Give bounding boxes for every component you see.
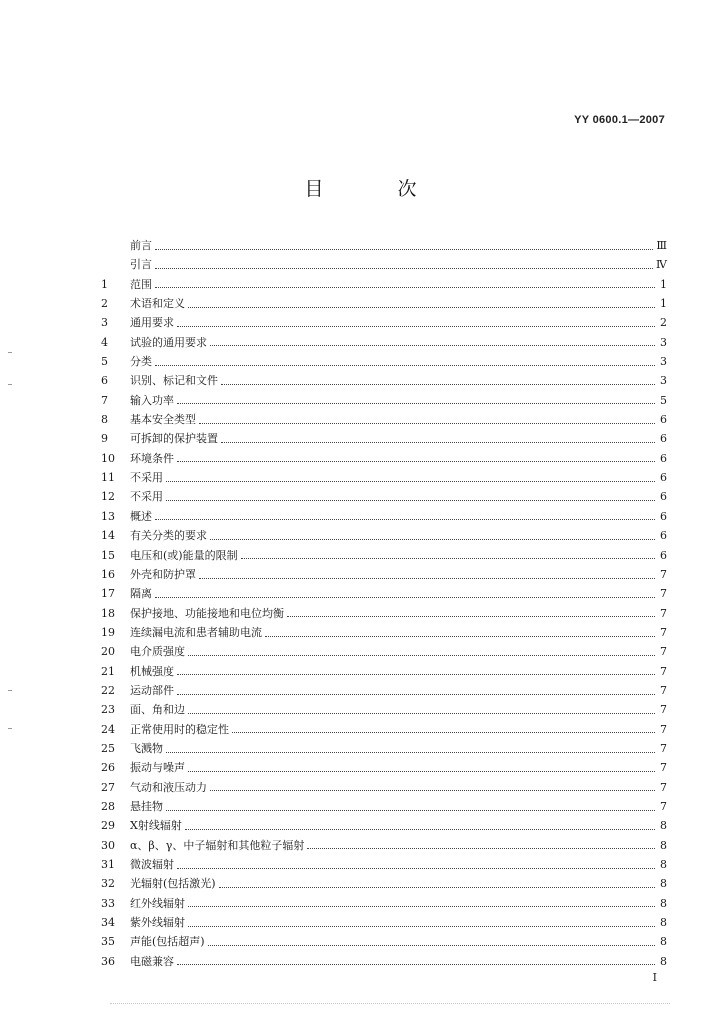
- toc-entry[interactable]: [101, 816, 667, 835]
- toc-entry-title: 输入功率: [130, 393, 174, 407]
- toc-entry-page: 7: [660, 799, 667, 813]
- toc-entry-page: 6: [660, 413, 667, 427]
- toc-entry[interactable]: [101, 468, 667, 487]
- toc-entry-title: 运动部件: [130, 683, 174, 697]
- toc-entry-number: 23: [101, 703, 115, 717]
- toc-entry-number: 31: [101, 858, 115, 871]
- toc-entry-number: 36: [101, 954, 115, 968]
- toc-entry-title: 光辐射(包括激光): [130, 877, 216, 891]
- toc-entry[interactable]: [101, 874, 667, 893]
- toc-dot-leader: [208, 944, 655, 946]
- toc-entry[interactable]: [101, 700, 667, 719]
- toc-entry-title: 面、角和边: [130, 703, 185, 717]
- toc-entry-title: 前言: [130, 239, 152, 252]
- toc-entry-page: 3: [660, 374, 667, 388]
- toc-dot-leader: [166, 809, 655, 811]
- toc-entry-number: 8: [101, 413, 108, 427]
- toc-entry-number: 5: [101, 355, 108, 369]
- toc-entry-number: 25: [101, 741, 115, 755]
- toc-entry-page: 6: [660, 529, 667, 543]
- toc-entry-page: 6: [660, 490, 667, 504]
- toc-entry-number: 32: [101, 877, 115, 891]
- toc-dot-leader: [210, 344, 655, 346]
- toc-entry-title: α、β、γ、中子辐射和其他粒子辐射: [130, 838, 305, 852]
- toc-dot-leader: [155, 364, 655, 366]
- toc-entry-number: 12: [101, 490, 115, 504]
- toc-entry[interactable]: [101, 952, 667, 971]
- toc-entry-number: 18: [101, 606, 115, 620]
- page-number: Ⅰ: [652, 971, 657, 984]
- toc-entry-number: 14: [101, 529, 115, 543]
- toc-entry[interactable]: [101, 255, 667, 274]
- toc-dot-leader: [188, 654, 655, 656]
- toc-entry[interactable]: [101, 275, 667, 294]
- toc-entry-page: 1: [660, 277, 667, 291]
- toc-entry[interactable]: [101, 391, 667, 410]
- toc-entry[interactable]: [101, 410, 667, 429]
- toc-entry-page: 5: [660, 393, 667, 407]
- toc-entry[interactable]: [101, 429, 667, 448]
- toc-entry-number: 17: [101, 587, 115, 601]
- toc-entry[interactable]: [101, 565, 667, 584]
- toc-entry-title: 机械强度: [130, 664, 174, 678]
- toc-entry-title: 电磁兼容: [130, 954, 174, 968]
- toc-dot-leader: [155, 596, 655, 598]
- toc-entry-page: 3: [660, 335, 667, 349]
- toc-entry[interactable]: [101, 913, 667, 932]
- toc-entry-title: 悬挂物: [130, 799, 163, 813]
- toc-entry-page: 6: [660, 471, 667, 485]
- toc-entry[interactable]: [101, 507, 667, 526]
- toc-entry-title: 紫外线辐射: [130, 916, 185, 930]
- toc-entry[interactable]: [101, 932, 667, 951]
- toc-entry-title: 引言: [130, 258, 152, 272]
- toc-entry-title: 微波辐射: [130, 858, 174, 871]
- toc-dot-leader: [219, 886, 655, 888]
- toc-entry-title: X射线辐射: [130, 819, 182, 833]
- toc-dot-leader: [188, 905, 655, 907]
- toc-dot-leader: [188, 770, 655, 772]
- toc-entry-number: 16: [101, 567, 115, 581]
- toc-entry-title: 环境条件: [130, 451, 174, 465]
- toc-entry[interactable]: [101, 546, 667, 565]
- toc-entry-page: 8: [660, 896, 667, 910]
- toc-entry-title: 试验的通用要求: [130, 335, 207, 349]
- toc-entry-page: 7: [660, 761, 667, 775]
- toc-entry[interactable]: [101, 371, 667, 390]
- toc-entry-number: 11: [101, 471, 115, 485]
- toc-entry-title: 可拆卸的保护装置: [130, 432, 218, 446]
- toc-entry-title: 声能(包括超声): [130, 935, 205, 949]
- margin-mark: [8, 728, 12, 729]
- toc-dot-leader: [188, 925, 655, 927]
- toc-entry-page: 6: [660, 432, 667, 446]
- toc-entry-page: Ⅲ: [656, 239, 667, 252]
- table-of-contents: [101, 236, 667, 971]
- toc-entry[interactable]: [101, 662, 667, 681]
- toc-dot-leader: [166, 751, 655, 753]
- scan-noise-line: [110, 1002, 670, 1004]
- toc-entry-number: 2: [101, 297, 108, 311]
- toc-entry-title: 分类: [130, 355, 152, 369]
- toc-entry-number: 26: [101, 761, 115, 775]
- toc-dot-leader: [188, 712, 655, 714]
- toc-dot-leader: [185, 828, 655, 830]
- toc-entry-number: 28: [101, 799, 115, 813]
- toc-entry[interactable]: [101, 526, 667, 545]
- toc-entry-page: 7: [660, 722, 667, 736]
- toc-entry-page: 7: [660, 587, 667, 601]
- toc-dot-leader: [177, 325, 655, 327]
- toc-entry[interactable]: [101, 313, 667, 332]
- toc-entry-page: 6: [660, 451, 667, 465]
- toc-entry-title: 范围: [130, 277, 152, 291]
- toc-entry[interactable]: [101, 294, 667, 313]
- toc-entry[interactable]: [101, 797, 667, 816]
- toc-entry-title: 保护接地、功能接地和电位均衡: [130, 606, 284, 620]
- toc-entry-page: 7: [660, 645, 667, 659]
- toc-entry-number: 13: [101, 509, 115, 523]
- toc-dot-leader: [166, 480, 655, 482]
- toc-entry-page: 8: [660, 935, 667, 949]
- toc-entry-title: 识别、标记和文件: [130, 374, 218, 388]
- toc-entry[interactable]: [101, 449, 667, 468]
- toc-dot-leader: [221, 383, 655, 385]
- toc-entry-page: 7: [660, 625, 667, 639]
- toc-entry-page: 7: [660, 703, 667, 717]
- toc-entry-number: 10: [101, 451, 115, 465]
- toc-entry[interactable]: [101, 623, 667, 642]
- toc-entry[interactable]: [101, 855, 667, 874]
- toc-dot-leader: [241, 557, 655, 559]
- toc-dot-leader: [177, 460, 655, 462]
- toc-dot-leader: [307, 847, 655, 849]
- toc-entry-title: 电压和(或)能量的限制: [130, 548, 238, 562]
- toc-entry-page: 8: [660, 877, 667, 891]
- toc-dot-leader: [177, 867, 655, 869]
- toc-dot-leader: [199, 422, 655, 424]
- toc-entry-page: 8: [660, 838, 667, 852]
- toc-entry[interactable]: [101, 604, 667, 623]
- toc-dot-leader: [155, 248, 653, 250]
- toc-entry[interactable]: [101, 894, 667, 913]
- toc-entry-title: 不采用: [130, 490, 163, 504]
- toc-entry-title: 隔离: [130, 587, 152, 601]
- toc-entry-title: 不采用: [130, 471, 163, 485]
- toc-entry-page: 7: [660, 780, 667, 794]
- toc-entry[interactable]: [101, 352, 667, 371]
- toc-entry-title: 正常使用时的稳定性: [130, 722, 229, 736]
- toc-entry[interactable]: [101, 333, 667, 352]
- toc-entry-number: 15: [101, 548, 115, 562]
- toc-entry-page: 7: [660, 606, 667, 620]
- toc-entry-number: 4: [101, 335, 108, 349]
- toc-entry-title: 概述: [130, 509, 152, 523]
- toc-entry[interactable]: [101, 739, 667, 758]
- page-title: 目 次: [304, 178, 451, 200]
- toc-dot-leader: [232, 731, 655, 733]
- document-code: YY 0600.1—2007: [574, 114, 665, 126]
- toc-dot-leader: [166, 499, 655, 501]
- toc-entry-number: 19: [101, 625, 115, 639]
- toc-entry-page: 7: [660, 664, 667, 678]
- toc-entry-page: 6: [660, 509, 667, 523]
- toc-entry-page: 8: [660, 819, 667, 833]
- toc-dot-leader: [177, 402, 655, 404]
- toc-entry-page: 2: [660, 316, 667, 330]
- toc-entry-number: 6: [101, 374, 108, 388]
- toc-dot-leader: [210, 538, 655, 540]
- toc-entry-number: 9: [101, 432, 108, 446]
- toc-entry-number: 33: [101, 896, 115, 910]
- toc-dot-leader: [155, 267, 653, 269]
- toc-entry-title: 基本安全类型: [130, 413, 196, 427]
- margin-mark: [8, 384, 12, 385]
- toc-dot-leader: [188, 306, 655, 308]
- toc-entry[interactable]: [101, 758, 667, 777]
- toc-dot-leader: [155, 286, 655, 288]
- toc-entry-number: 21: [101, 664, 115, 678]
- toc-dot-leader: [177, 673, 655, 675]
- toc-entry-page: 8: [660, 858, 667, 871]
- toc-entry[interactable]: [101, 487, 667, 506]
- toc-entry-page: 1: [660, 297, 667, 311]
- toc-dot-leader: [210, 789, 655, 791]
- toc-entry-page: 3: [660, 355, 667, 369]
- toc-entry[interactable]: [101, 681, 667, 700]
- toc-entry-number: 24: [101, 722, 115, 736]
- toc-entry-title: 飞溅物: [130, 741, 163, 755]
- toc-entry-number: 34: [101, 916, 115, 930]
- toc-entry-title: 气动和液压动力: [130, 780, 207, 794]
- toc-dot-leader: [265, 635, 655, 637]
- toc-entry-page: Ⅳ: [656, 258, 667, 272]
- toc-entry-page: 7: [660, 741, 667, 755]
- toc-entry-title: 有关分类的要求: [130, 529, 207, 543]
- toc-entry-title: 连续漏电流和患者辅助电流: [130, 625, 262, 639]
- toc-entry-page: 8: [660, 916, 667, 930]
- toc-dot-leader: [221, 441, 655, 443]
- toc-entry[interactable]: [101, 584, 667, 603]
- toc-entry-title: 红外线辐射: [130, 896, 185, 910]
- toc-entry-number: 7: [101, 393, 108, 407]
- toc-entry-number: 20: [101, 645, 115, 659]
- toc-dot-leader: [155, 518, 655, 520]
- toc-entry-page: 8: [660, 954, 667, 968]
- toc-entry-title: 外壳和防护罩: [130, 567, 196, 581]
- toc-entry-number: 29: [101, 819, 115, 833]
- toc-entry-title: 振动与噪声: [130, 761, 185, 775]
- toc-entry-number: 1: [101, 277, 108, 291]
- margin-mark: [8, 690, 12, 691]
- toc-entry-title: 通用要求: [130, 316, 174, 330]
- toc-entry-page: 6: [660, 548, 667, 562]
- toc-dot-leader: [287, 615, 655, 617]
- toc-entry[interactable]: [101, 836, 667, 855]
- toc-entry-number: 35: [101, 935, 115, 949]
- toc-entry-number: 22: [101, 683, 115, 697]
- toc-entry[interactable]: [101, 236, 667, 255]
- toc-entry-title: 电介质强度: [130, 645, 185, 659]
- toc-entry-page: 7: [660, 683, 667, 697]
- toc-dot-leader: [199, 577, 655, 579]
- margin-mark: [8, 352, 12, 353]
- toc-entry-title: 术语和定义: [130, 297, 185, 311]
- toc-entry-number: 27: [101, 780, 115, 794]
- toc-entry[interactable]: [101, 642, 667, 661]
- toc-entry[interactable]: [101, 778, 667, 797]
- toc-entry-number: 3: [101, 316, 108, 330]
- toc-entry[interactable]: [101, 720, 667, 739]
- toc-dot-leader: [177, 693, 655, 695]
- toc-entry-number: 30: [101, 838, 115, 852]
- toc-dot-leader: [177, 963, 655, 965]
- toc-entry-page: 7: [660, 567, 667, 581]
